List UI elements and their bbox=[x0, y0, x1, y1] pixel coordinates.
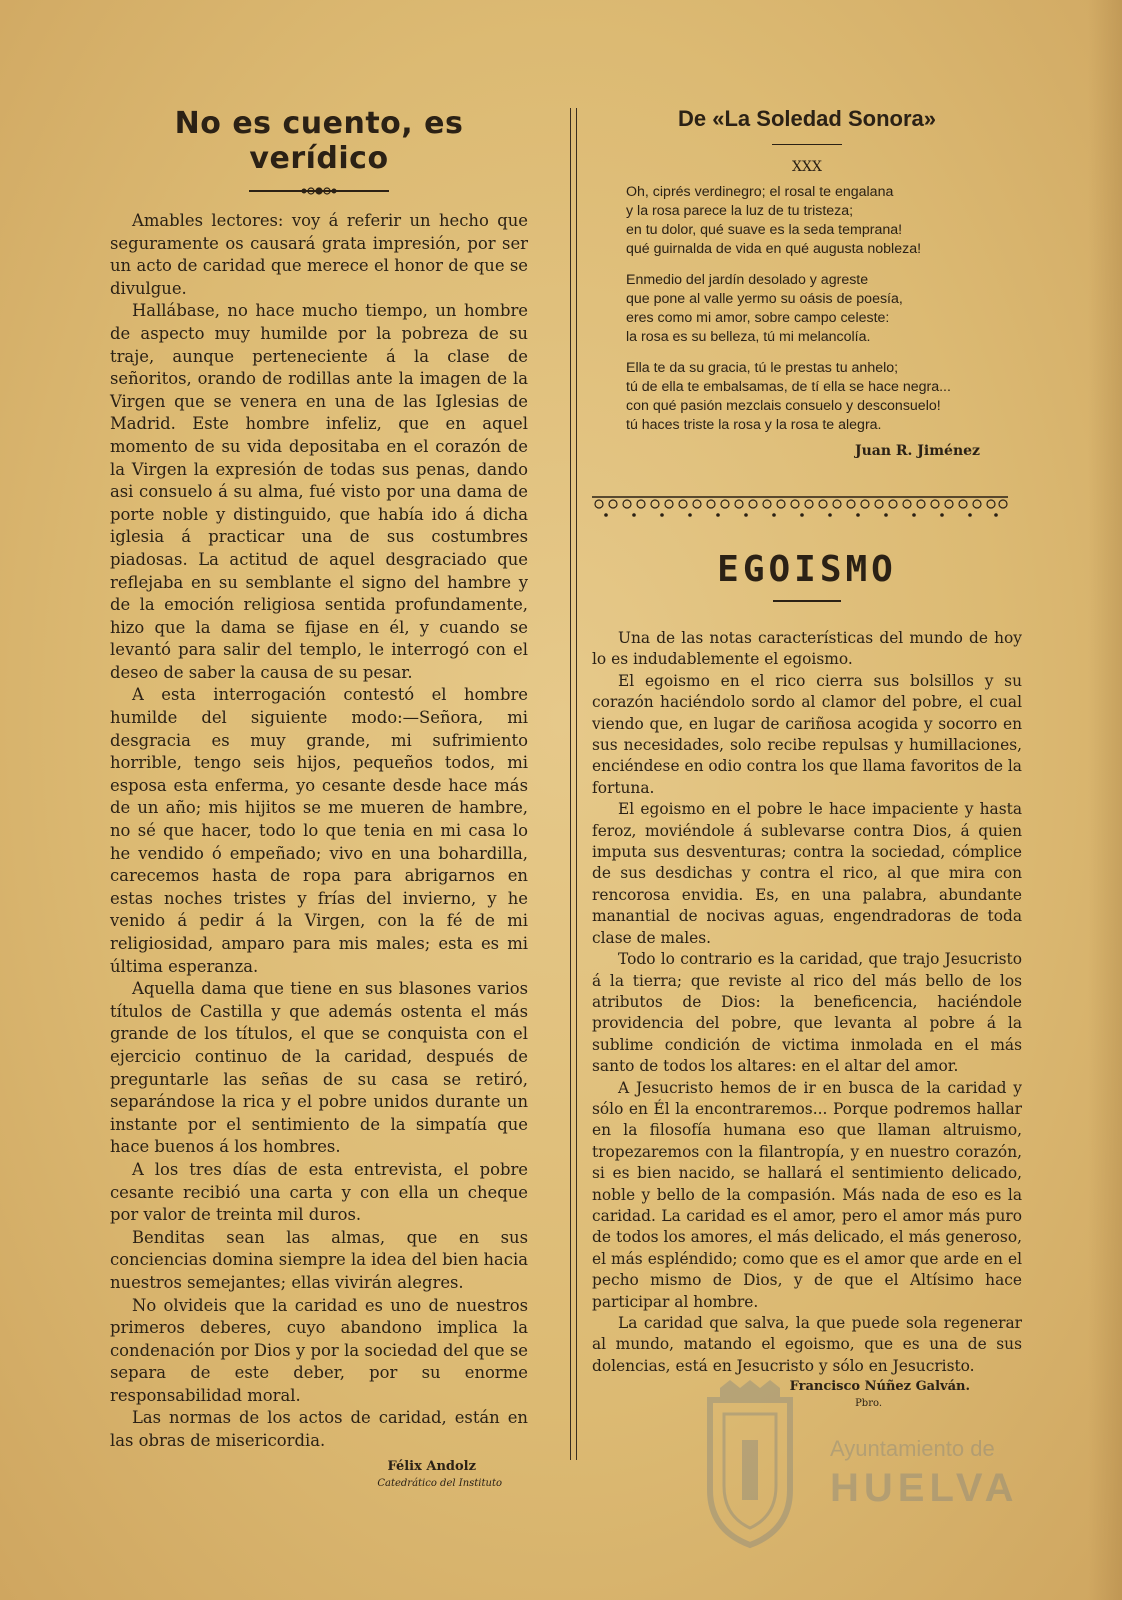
poem-line: y la rosa parece la luz de tu tristeza; bbox=[626, 203, 854, 219]
egoismo-paragraph: Una de las notas características del mundo de hoy lo es indudablemente el egoismo. bbox=[592, 629, 1022, 669]
poem-line: Ella te da su gracia, tú le prestas tu anhelo; bbox=[626, 360, 899, 376]
poem-line: que pone al valle yermo su oásis de poesía, bbox=[626, 291, 903, 307]
article-paragraph: No olvideis que la caridad es uno de nuestros primeros deberes, cuyo abandono implica la condenación por Dios y por la sociedad del que se separa de este deber, por su enorme responsabilidad moral. bbox=[110, 1295, 528, 1405]
article-author: Félix Andolz bbox=[387, 1458, 476, 1474]
article-paragraph: Benditas sean las almas, que en sus conciencias domina siempre la idea del bien hacia nuestros semejantes; ellas vivirán alegres. bbox=[110, 1227, 528, 1292]
poem-stanza bbox=[626, 183, 1022, 259]
article-paragraph: Aquella dama que tiene en sus blasones varios títulos de Castilla y que además ostenta el más grande de los títulos, el que se conquista con el ejercicio continuo de la caridad, después de preguntarle las señas de su casa se retiró, separándose la rica y el pobre unidos durante un instante por el sentimiento de la simpatía que hace buenos á los hombres. bbox=[110, 979, 528, 1157]
article-paragraph: Amables lectores: voy á referir un hecho que seguramente os causará grata impresión, por ser un acto de caridad que merece el honor de que se divulgue. bbox=[110, 211, 528, 298]
article-paragraph: Las normas de los actos de caridad, están en las obras de misericordia. bbox=[110, 1408, 528, 1451]
egoismo-paragraph: Todo lo contrario es la caridad, que trajo Jesucristo á la tierra; que reviste al rico del más bello de los atributos de Dios: la beneficencia, haciéndole providencia del pobre, que levanta al pobre á la sublime condición de victima inmolada en el más santo de todos los altares: en el altar del amor. bbox=[592, 950, 1022, 1076]
column-divider bbox=[570, 108, 577, 1460]
egoismo-paragraph: La caridad que salva, la que puede sola regenerar al mundo, matando el egoismo, que es una de sus dolencias, está en Jesucristo y sólo en Jesucristo. bbox=[592, 1314, 1022, 1375]
article-paragraph: A los tres días de esta entrevista, el pobre cesante recibió una carta y con ella un cheque por valor de treinta mil duros. bbox=[110, 1159, 528, 1225]
poem-stanza bbox=[626, 271, 1022, 347]
article-title: No es cuento, es verídico bbox=[174, 106, 464, 176]
poem-author: Juan R. Jiménez bbox=[854, 443, 980, 459]
egoismo-paragraph: A Jesucristo hemos de ir en busca de la caridad y sólo en Él la encontraremos... Porque podremos hallar en la filosofía humana eso que llaman altruismo, tropezaremos con la filantropía, y en nuestro corazón, si es bien nacido, se hallará el sentimiento delicado, noble y bello de la compasión. Más nada de eso es la caridad. La caridad es el amor, pero el amor más puro de todos los amores, el más delicado, el más generoso, el más espléndido; como que es el amor que arde en el pecho mismo de Dios, y de que el Altísimo hace participar al hombre. bbox=[592, 1078, 1022, 1311]
ayuntamiento-watermark bbox=[690, 1380, 1030, 1550]
egoismo-title: EGOISMO bbox=[717, 549, 897, 590]
poem-line: Enmedio del jardín desolado y agreste bbox=[626, 272, 869, 288]
article-body bbox=[110, 210, 528, 1453]
title-ornament-icon bbox=[249, 186, 389, 196]
poem-line: Oh, ciprés verdinegro; el rosal te engalana bbox=[626, 184, 894, 200]
poem-line: tú de ella te embalsamas, de tí ella se hace negra... bbox=[626, 379, 951, 395]
poem-line: en tu dolor, qué suave es la seda temprana! bbox=[626, 222, 903, 238]
poem-stanza bbox=[626, 359, 1022, 435]
watermark-line2: HUELVA bbox=[830, 1466, 1019, 1510]
ornamental-band-icon bbox=[592, 495, 1008, 521]
egoismo-author: Francisco Núñez Galván. bbox=[789, 1379, 970, 1395]
egoismo-paragraph: El egoismo en el pobre le hace impaciente y hasta feroz, moviéndole á sublevarse contra Dios, á quien imputa sus desventuras; contra la sociedad, cómplice de sus desdichas y contra el rico, al que mira con rencorosa envidia. Es, en una palabra, abundante manantial de nocivas aguas, engendradoras de toda clase de males. bbox=[592, 800, 1022, 947]
article-paragraph: A esta interrogación contestó el hombre humilde del siguiente modo:—Señora, mi desgracia es muy grande, mi sufrimiento horrible, tengo seis hijos, pequeños todos, mi esposa esta enferma, yo cesante desde hace más de un año; mis hijitos se me mueren de hambre, no sé que hacer, todo lo que tenia en mi casa lo he vendido ó empeñado; vivo en una bohardilla, carecemos hasta de ropa para abrigarnos en estas noches tristes y frías del invierno, y he venido á pedir á la Virgen, con la fé de mi religiosidad, amparo para mis males; esta es mi última esperanza. bbox=[110, 685, 528, 976]
article-author-title: Catedrático del Instituto bbox=[377, 1477, 502, 1489]
egoismo-body bbox=[592, 628, 1022, 1377]
poem-title-rule bbox=[772, 144, 842, 145]
poem-title: De «La Soledad Sonora» bbox=[678, 106, 936, 131]
poem-line: tú haces triste la rosa y la rosa te alegra. bbox=[626, 417, 882, 433]
poem-line: qué guirnalda de vida en qué augusta nobleza! bbox=[626, 241, 922, 257]
egoismo-title-rule bbox=[773, 600, 841, 602]
poem-line: con qué pasión mezclais consuelo y desconsuelo! bbox=[626, 398, 941, 414]
right-column bbox=[592, 100, 1022, 1409]
poem-line: eres como mi amor, sobre campo celeste: bbox=[626, 310, 890, 326]
left-column bbox=[110, 100, 528, 1489]
poem-number: XXX bbox=[792, 159, 822, 175]
article-paragraph: Hallábase, no hace mucho tiempo, un hombre de aspecto muy humilde por la pobreza de su traje, aunque perteneciente á la clase de señoritos, orando de rodillas ante la imagen de la Virgen que se venera en una de las Iglesias de Madrid. Este hombre infeliz, que en aquel momento de su vida depositaba en el corazón de la Virgen la expresión de todas sus penas, dando asi consuelo á su alma, fué visto por una dama de porte noble y distinguido, que había ido á dicha iglesia á practicar una de sus costumbres piadosas. La actitud de aquel desgraciado que reflejaba en su semblante el signo del hambre y de la emoción religiosa sentida profundamente, hizo que la dama se fijase en él, y cuando se levantó para salir del templo, le interrogó con el deseo de saber la causa de su pesar. bbox=[110, 301, 528, 682]
page-edge-shadow bbox=[1088, 0, 1122, 1600]
egoismo-author-title: Pbro. bbox=[855, 1398, 882, 1410]
egoismo-paragraph: El egoismo en el rico cierra sus bolsillos y su corazón haciéndolo sordo al clamor del pobre, el cual viendo que, en lugar de cariñosa acogida y socorro en sus necesidades, solo recibe repulsas y humillaciones, enciéndese en odio contra los que llama favoritos de la fortuna. bbox=[592, 671, 1022, 797]
coat-of-arms-icon bbox=[690, 1380, 810, 1550]
watermark-line1: Ayuntamiento de bbox=[830, 1436, 995, 1461]
poem-line: la rosa es su belleza, tú mi melancolía. bbox=[626, 329, 871, 345]
